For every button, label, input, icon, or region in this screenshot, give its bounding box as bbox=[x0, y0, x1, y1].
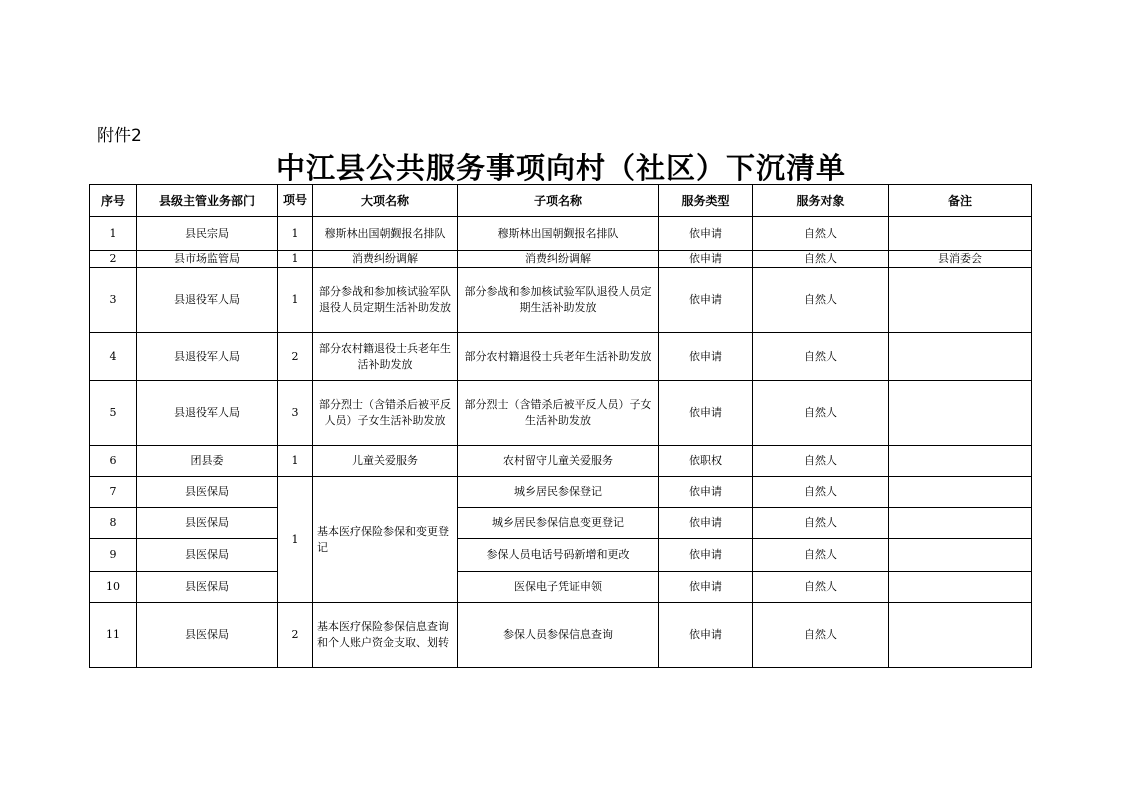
seq-cell: 5 bbox=[90, 381, 137, 446]
note-cell bbox=[889, 539, 1032, 572]
sub-item-cell: 消费纠纷调解 bbox=[458, 251, 659, 268]
table-row bbox=[90, 268, 1032, 333]
sub-item-cell: 参保人员参保信息查询 bbox=[458, 603, 659, 668]
major-item-cell: 部分农村籍退役士兵老年生活补助发放 bbox=[313, 333, 458, 381]
note-cell bbox=[889, 603, 1032, 668]
major-item-cell: 穆斯林出国朝觐报名排队 bbox=[313, 217, 458, 251]
item-no-cell: 1 bbox=[278, 477, 313, 603]
seq-cell: 3 bbox=[90, 268, 137, 333]
attachment-label: 附件2 bbox=[97, 126, 142, 146]
service-target-cell: 自然人 bbox=[753, 539, 889, 572]
table-header-row bbox=[90, 185, 1032, 217]
sub-item-cell: 部分农村籍退役士兵老年生活补助发放 bbox=[458, 333, 659, 381]
note-cell bbox=[889, 217, 1032, 251]
item-no-cell: 1 bbox=[278, 217, 313, 251]
seq-cell: 6 bbox=[90, 446, 137, 477]
service-type-cell: 依申请 bbox=[659, 268, 753, 333]
dept-cell: 县医保局 bbox=[137, 572, 278, 603]
seq-cell: 1 bbox=[90, 217, 137, 251]
dept-cell: 县民宗局 bbox=[137, 217, 278, 251]
table-row bbox=[90, 381, 1032, 446]
dept-cell: 县市场监管局 bbox=[137, 251, 278, 268]
service-type-cell: 依申请 bbox=[659, 381, 753, 446]
major-item-cell: 部分烈士（含错杀后被平反人员）子女生活补助发放 bbox=[313, 381, 458, 446]
seq-cell: 11 bbox=[90, 603, 137, 668]
table-row bbox=[90, 477, 1032, 508]
service-target-cell: 自然人 bbox=[753, 333, 889, 381]
note-cell: 县消委会 bbox=[889, 251, 1032, 268]
seq-cell: 7 bbox=[90, 477, 137, 508]
table-row bbox=[90, 508, 1032, 539]
header-cell-item-no: 项号 bbox=[278, 185, 313, 217]
dept-cell: 县医保局 bbox=[137, 477, 278, 508]
service-target-cell: 自然人 bbox=[753, 572, 889, 603]
table-row bbox=[90, 251, 1032, 268]
service-target-cell: 自然人 bbox=[753, 603, 889, 668]
item-no-cell: 3 bbox=[278, 381, 313, 446]
major-item-cell: 消费纠纷调解 bbox=[313, 251, 458, 268]
table-row bbox=[90, 603, 1032, 668]
sub-item-cell: 农村留守儿童关爱服务 bbox=[458, 446, 659, 477]
header-cell-major: 大项名称 bbox=[313, 185, 458, 217]
dept-cell: 县医保局 bbox=[137, 539, 278, 572]
note-cell bbox=[889, 477, 1032, 508]
header-cell-target: 服务对象 bbox=[753, 185, 889, 217]
note-cell bbox=[889, 446, 1032, 477]
header-cell-note: 备注 bbox=[889, 185, 1032, 217]
note-cell bbox=[889, 333, 1032, 381]
item-no-cell: 2 bbox=[278, 603, 313, 668]
service-type-cell: 依申请 bbox=[659, 251, 753, 268]
dept-cell: 县医保局 bbox=[137, 603, 278, 668]
service-target-cell: 自然人 bbox=[753, 268, 889, 333]
seq-cell: 2 bbox=[90, 251, 137, 268]
item-no-cell: 1 bbox=[278, 446, 313, 477]
service-type-cell: 依申请 bbox=[659, 333, 753, 381]
sub-item-cell: 参保人员电话号码新增和更改 bbox=[458, 539, 659, 572]
table-row bbox=[90, 333, 1032, 381]
header-cell-sub: 子项名称 bbox=[458, 185, 659, 217]
major-item-cell: 基本医疗保险参保信息查询和个人账户资金支取、划转 bbox=[313, 603, 458, 668]
major-item-cell: 儿童关爱服务 bbox=[313, 446, 458, 477]
sub-item-cell: 部分参战和参加核试验军队退役人员定期生活补助发放 bbox=[458, 268, 659, 333]
service-target-cell: 自然人 bbox=[753, 251, 889, 268]
service-target-cell: 自然人 bbox=[753, 381, 889, 446]
table-row bbox=[90, 446, 1032, 477]
major-item-cell: 基本医疗保险参保和变更登记 bbox=[313, 477, 458, 603]
sub-item-cell: 医保电子凭证申领 bbox=[458, 572, 659, 603]
header-cell-seq: 序号 bbox=[90, 185, 137, 217]
seq-cell: 9 bbox=[90, 539, 137, 572]
item-no-cell: 2 bbox=[278, 333, 313, 381]
header-cell-type: 服务类型 bbox=[659, 185, 753, 217]
dept-cell: 县退役军人局 bbox=[137, 333, 278, 381]
item-no-cell: 1 bbox=[278, 268, 313, 333]
note-cell bbox=[889, 572, 1032, 603]
service-type-cell: 依申请 bbox=[659, 572, 753, 603]
service-target-cell: 自然人 bbox=[753, 477, 889, 508]
sub-item-cell: 城乡居民参保信息变更登记 bbox=[458, 508, 659, 539]
service-type-cell: 依申请 bbox=[659, 603, 753, 668]
service-list-table bbox=[89, 184, 1032, 668]
table-row bbox=[90, 539, 1032, 572]
table-row bbox=[90, 217, 1032, 251]
service-target-cell: 自然人 bbox=[753, 217, 889, 251]
service-target-cell: 自然人 bbox=[753, 446, 889, 477]
table-row bbox=[90, 572, 1032, 603]
service-type-cell: 依职权 bbox=[659, 446, 753, 477]
item-no-cell: 1 bbox=[278, 251, 313, 268]
dept-cell: 县退役军人局 bbox=[137, 268, 278, 333]
page-title: 中江县公共服务事项向村（社区）下沉清单 bbox=[275, 151, 846, 185]
note-cell bbox=[889, 381, 1032, 446]
service-type-cell: 依申请 bbox=[659, 217, 753, 251]
seq-cell: 10 bbox=[90, 572, 137, 603]
seq-cell: 4 bbox=[90, 333, 137, 381]
dept-cell: 县退役军人局 bbox=[137, 381, 278, 446]
sub-item-cell: 部分烈士（含错杀后被平反人员）子女生活补助发放 bbox=[458, 381, 659, 446]
note-cell bbox=[889, 268, 1032, 333]
header-cell-dept: 县级主管业务部门 bbox=[137, 185, 278, 217]
seq-cell: 8 bbox=[90, 508, 137, 539]
service-type-cell: 依申请 bbox=[659, 477, 753, 508]
sub-item-cell: 城乡居民参保登记 bbox=[458, 477, 659, 508]
dept-cell: 团县委 bbox=[137, 446, 278, 477]
service-type-cell: 依申请 bbox=[659, 539, 753, 572]
note-cell bbox=[889, 508, 1032, 539]
service-type-cell: 依申请 bbox=[659, 508, 753, 539]
service-target-cell: 自然人 bbox=[753, 508, 889, 539]
major-item-cell: 部分参战和参加核试验军队退役人员定期生活补助发放 bbox=[313, 268, 458, 333]
sub-item-cell: 穆斯林出国朝觐报名排队 bbox=[458, 217, 659, 251]
dept-cell: 县医保局 bbox=[137, 508, 278, 539]
